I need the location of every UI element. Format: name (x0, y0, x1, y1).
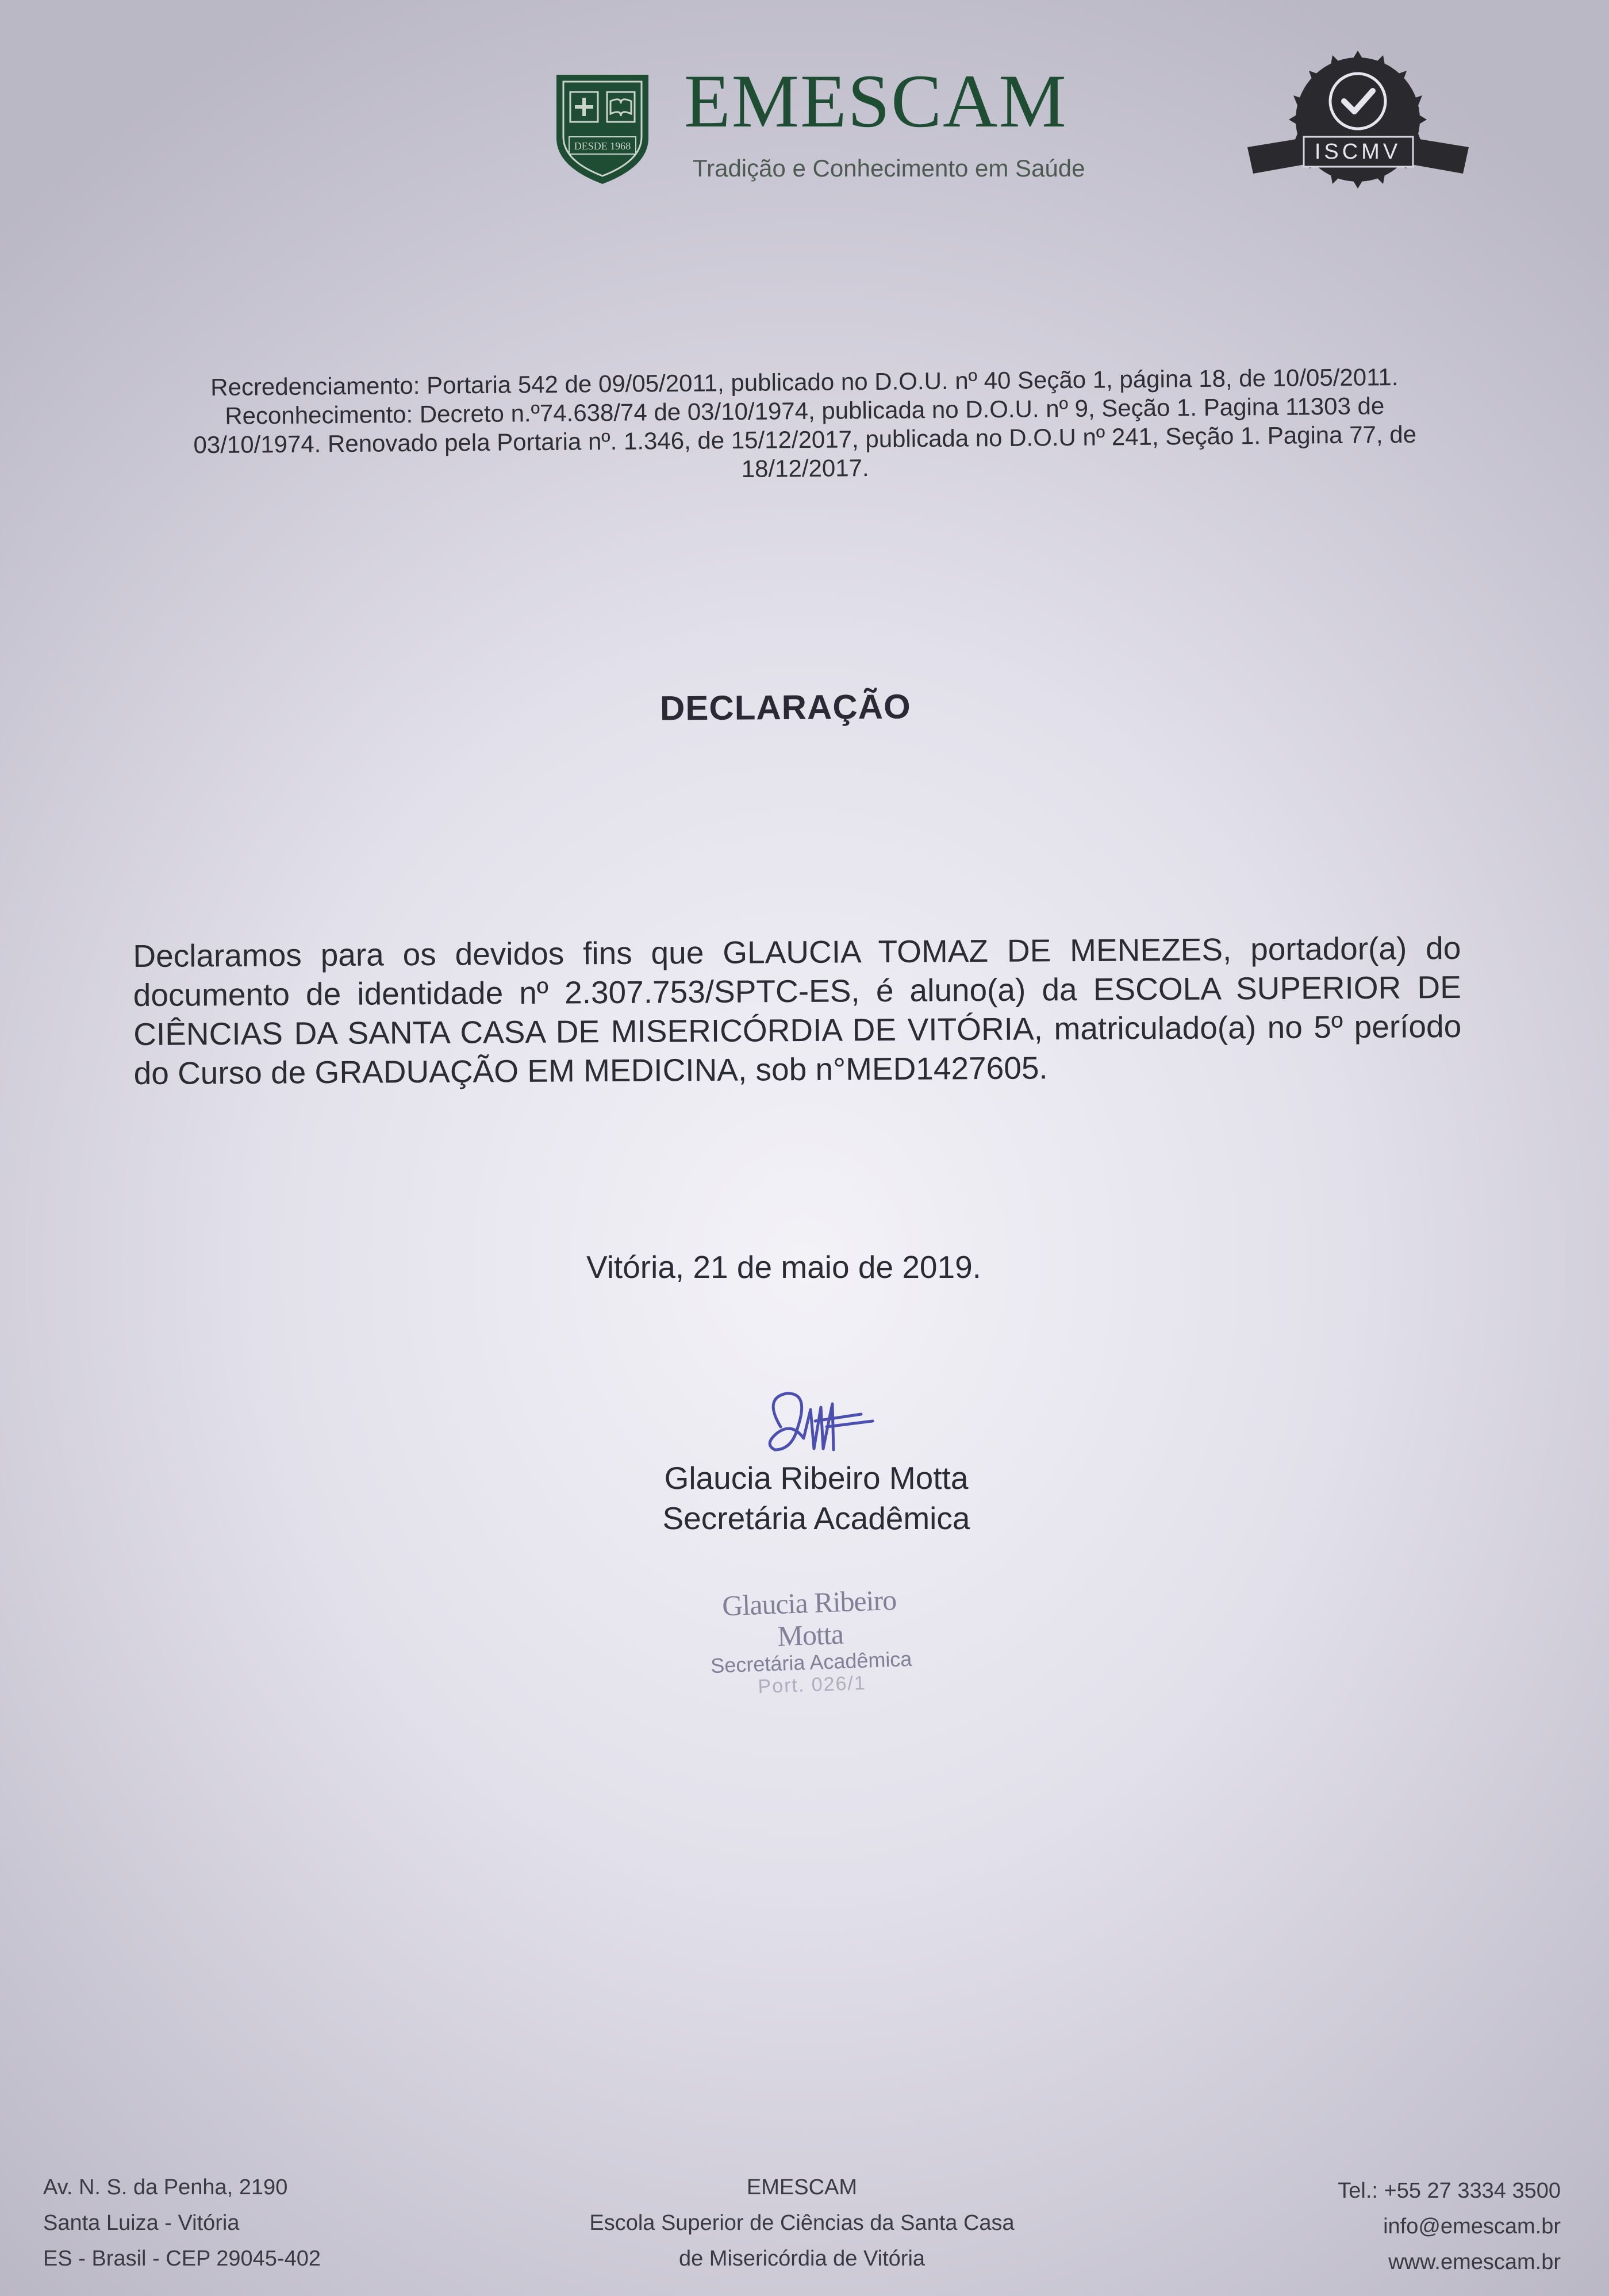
document-title: DECLARAÇÃO (659, 687, 911, 728)
footer-institution-line: Escola Superior de Ciências da Santa Casa (589, 2211, 1015, 2235)
signatory-name: Glaucia Ribeiro Motta (664, 1460, 969, 1496)
footer-address (43, 2170, 321, 2276)
accreditation-line: Recredenciamento: Portaria 542 de 09/05/2011, publicado no D.O.U. nº 40 Seção 1, página 18, de 10/05/2011. (210, 363, 1399, 401)
signatory-role: Secretária Acadêmica (662, 1500, 970, 1536)
footer-email: info@emescam.br (1383, 2214, 1561, 2239)
stamp-role: Secretária Acadêmica (710, 1646, 912, 1678)
footer-website: www.emescam.br (1388, 2250, 1561, 2274)
footer-institution-line: de Misericórdia de Vitória (678, 2247, 926, 2271)
brand-tagline: Tradição e Conhecimento em Saúde (693, 155, 1085, 182)
accreditation-line: 18/12/2017. (741, 454, 869, 482)
footer-address-line: Santa Luiza - Vitória (43, 2211, 240, 2235)
footer-address-line: Av. N. S. da Penha, 2190 (43, 2175, 288, 2199)
brand-name: EMESCAM (684, 59, 1067, 143)
footer-address-line: ES - Brasil - CEP 29045-402 (43, 2247, 321, 2271)
declaration-body: Declaramos para os devidos fins que GLAUCIA TOMAZ DE MENEZES, portador(a) do documento de identidade nº 2.307.753/SPTC-ES, é aluno(a) da ESCOLA SUPERIOR DE CIÊNCIAS DA SANTA CASA DE MISERICÓRDIA DE VITÓRIA, matriculado(a) no 5º período do Curso de GRADUAÇÃO EM MEDICINA, sob n°MED1427605. (133, 930, 1462, 1092)
signatory-block (627, 1458, 1006, 1538)
accreditation-line: 03/10/1974. Renovado pela Portaria nº. 1.346, de 15/12/2017, publicada no D.O.U nº 241, Seção 1. Pagina 77, de (193, 420, 1417, 459)
shield-text: DESDE 1968 (574, 140, 631, 152)
emescam-shield-logo (553, 69, 652, 187)
footer-phone: Tel.: +55 27 3334 3500 (1338, 2179, 1561, 2203)
accreditation-notice (158, 362, 1452, 489)
accreditation-line: Reconhecimento: Decreto n.º74.638/74 de 03/10/1974, publicada no D.O.U. nº 9, Seção 1. Pagina 11303 de (225, 392, 1385, 429)
iscmv-seal-logo (1242, 51, 1474, 200)
seal-text: ISCMV (1314, 140, 1401, 164)
date-line: Vitória, 21 de maio de 2019. (586, 1249, 981, 1285)
stamp-registration: Port. 026/1 (757, 1672, 867, 1698)
stamp-name: Glaucia Ribeiro Motta (721, 1583, 897, 1652)
footer-institution-line: EMESCAM (746, 2175, 858, 2199)
footer-contact (1253, 2173, 1561, 2280)
official-stamp (688, 1583, 933, 1700)
footer-institution (575, 2170, 1029, 2276)
